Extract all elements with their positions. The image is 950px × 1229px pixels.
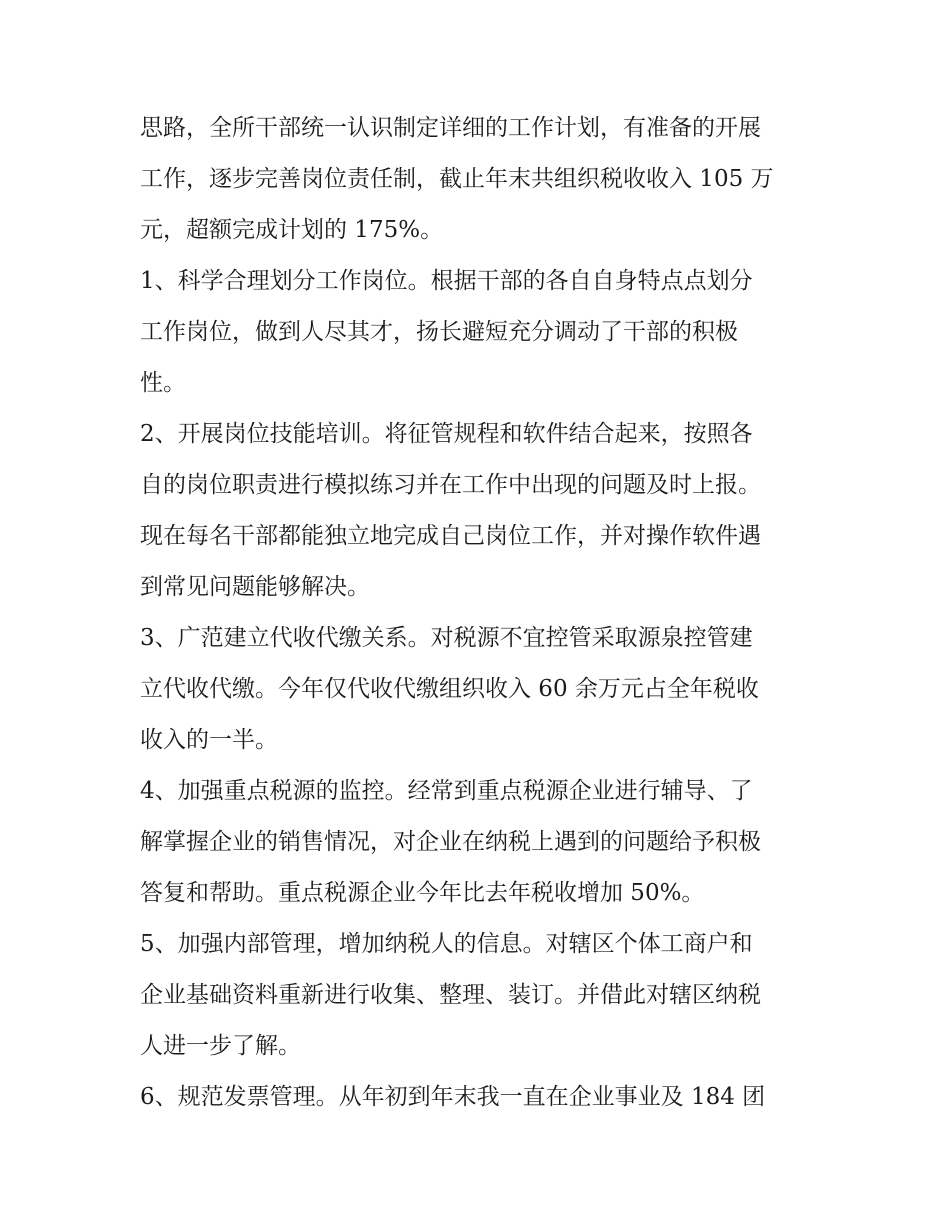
text-line: 解掌握企业的销售情况，对企业在纳税上遇到的问题给予积极 — [140, 829, 761, 855]
text-line: 3、广范建立代收代缴关系。对税源不宜控管采取源泉控管建 — [140, 625, 753, 651]
text-line: 2、开展岗位技能培训。将征管规程和软件结合起来，按照各 — [140, 421, 753, 447]
text-line: 立代收代缴。今年仅代收代缴组织收入 60 余万元占全年税收 — [140, 676, 759, 702]
text-line: 工作岗位，做到人尽其才，扬长避短充分调动了干部的积极 — [140, 319, 738, 345]
document-body — [140, 103, 820, 1123]
text-line: 4、加强重点税源的监控。经常到重点税源企业进行辅导、了 — [140, 778, 753, 804]
text-line: 答复和帮助。重点税源企业今年比去年税收增加 50%。 — [140, 880, 705, 906]
text-line: 人进一步了解。 — [140, 1033, 301, 1059]
text-line: 企业基础资料重新进行收集、整理、装订。并借此对辖区纳税 — [140, 982, 761, 1008]
text-line: 元，超额完成计划的 175%。 — [140, 217, 444, 243]
text-line: 性。 — [140, 370, 186, 396]
text-line: 1、科学合理划分工作岗位。根据干部的各自自身特点点划分 — [140, 268, 753, 294]
text-line: 自的岗位职责进行模拟练习并在工作中出现的问题及时上报。 — [140, 472, 761, 498]
text-line: 6、规范发票管理。从年初到年末我一直在企业事业及 184 团 — [140, 1084, 766, 1110]
text-line: 到常见问题能够解决。 — [140, 574, 370, 600]
text-line: 现在每名干部都能独立地完成自己岗位工作，并对操作软件遇 — [140, 523, 761, 549]
text-line: 5、加强内部管理，增加纳税人的信息。对辖区个体工商户和 — [140, 931, 753, 957]
text-line: 思路，全所干部统一认识制定详细的工作计划，有准备的开展 — [140, 115, 761, 141]
text-line: 工作，逐步完善岗位责任制，截止年末共组织税收收入 105 万 — [140, 166, 774, 192]
text-line: 收入的一半。 — [140, 727, 278, 753]
